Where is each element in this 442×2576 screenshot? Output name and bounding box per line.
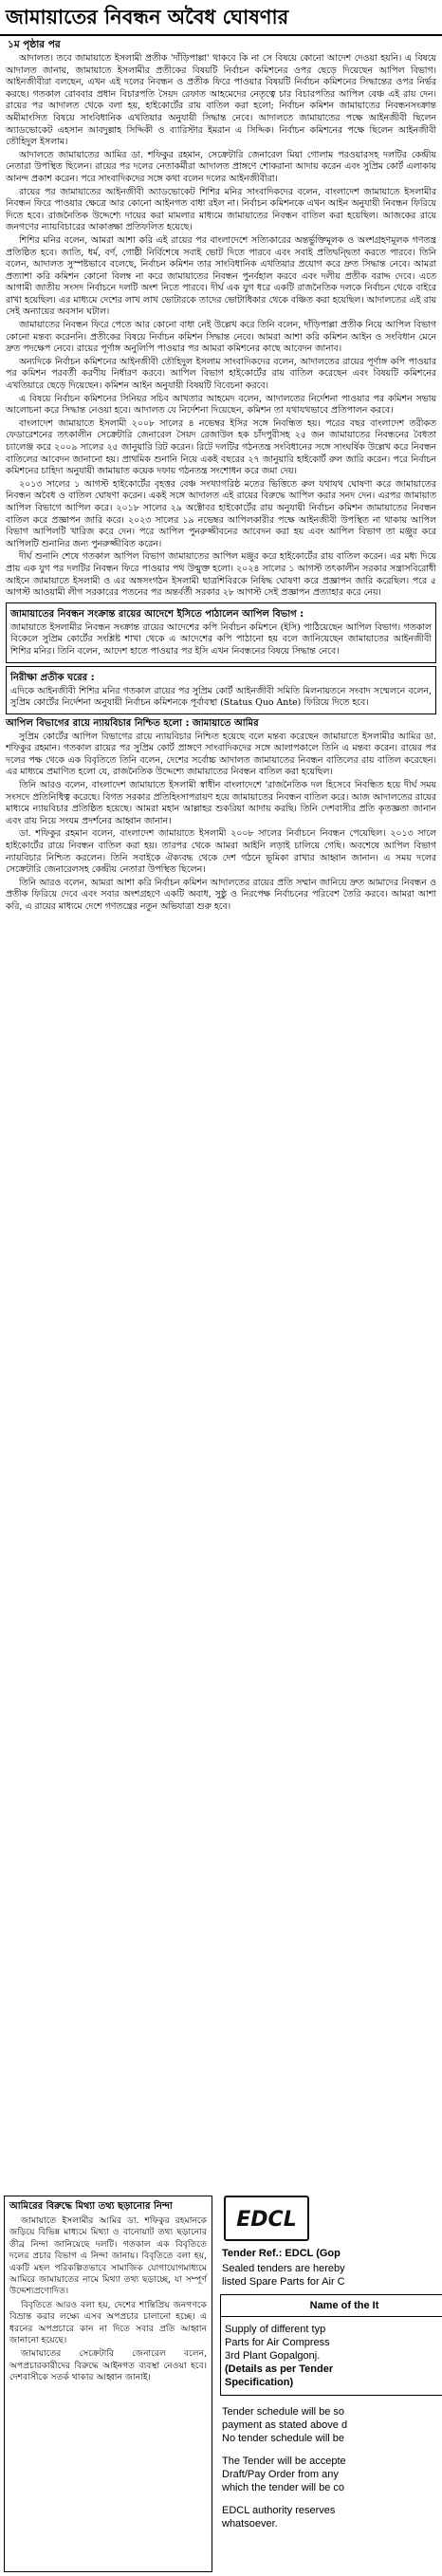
tender-item-line: 3rd Plant Gopalgonj. bbox=[225, 2350, 321, 2362]
tender-ref: Tender Ref.: EDCL (Gop bbox=[222, 2248, 341, 2259]
box-heading: নিরীক্ষা প্রতীক ঘরের : bbox=[10, 672, 95, 683]
tender-item-line: (Details as per Tender bbox=[225, 2363, 334, 2375]
tender-table-cell bbox=[221, 2317, 442, 2395]
article-paragraph: রায়ের পর জামায়াতের আইনজীবী অ্যাডভোকেট শিশির মনির সাংবাদিকদের বলেন, বাংলাদেশ জামায়াতে ইসলামীর নিবন্ধন ফিরে পাওয়ার ক্ষেত্রে আর কোনো আইনগত বাধা রইল না। নির্বাচন কমিশনকে এখন আইন অনুযায়ী নিবন্ধন ফিরিয়ে দিতে হবে। রাজনৈতিক উদ্দেশ্যে দায়ের করা মামলার মাধ্যমে জামায়াতের নিবন্ধন বাতিল করা হয়েছিল। আজকের রায়ে জনগণের ন্যায়বিচারের আকাঙ্ক্ষা প্রতিফলিত হয়েছে। bbox=[6, 186, 436, 233]
side-article-paragraph: জামায়াতে ইসলামীর আমির ডা. শফিকুর রহমানকে জড়িয়ে বিভিন্ন মাধ্যমে মিথ্যা ও বানোয়াট তথ্য ছড়ানোর তীব্র নিন্দা জানিয়েছে দলটি। গতকাল এক বিবৃতিতে দলের প্রচার বিভাগ এ নিন্দা জানায়। বিবৃতিতে বলা হয়, একটি মহল পরিকল্পিতভাবে সামাজিক যোগাযোগমাধ্যমে আমিরে জামায়াতের নামে মিথ্যা তথ্য ছড়াচ্ছে, যা সম্পূর্ণ উদ্দেশ্যপ্রণোদিত। bbox=[9, 2215, 207, 2297]
tender-term-line: No tender schedule will be bbox=[222, 2433, 345, 2444]
edcl-logo-icon bbox=[229, 2200, 304, 2236]
logo-text: EDCL bbox=[236, 2208, 297, 2232]
article-paragraph: দীর্ঘ শুনানি শেষে গতকাল আপিল বিভাগ জামায়াতের আপিল মঞ্জুর করে হাইকোর্টের রায় বাতিল করেন। এর মধ্য দিয়ে প্রায় এক যুগ পর দলটির নিবন্ধন ফিরে পাওয়ার পথ উন্মুক্ত হলো। ২০২৪ সালের ১ আগস্ট তৎকালীন সরকার সন্ত্রাসবিরোধী আইনে জামায়াতে ইসলামী ও এর অঙ্গসংগঠন ইসলামী ছাত্রশিবিরকে নিষিদ্ধ ঘোষণা করে প্রজ্ঞাপন জারি করেছিল। পরে ৫ আগস্ট আওয়ামী লীগ সরকারের পতনের পর অন্তর্বর্তী সরকার ২৮ আগস্ট সেই প্রজ্ঞাপন প্রত্যাহার করে নেয়। bbox=[6, 551, 436, 599]
side-article-paragraph: বিবৃতিতে আরও বলা হয়, দেশের শান্তিপ্রিয় জনগণকে বিভ্রান্ত করার লক্ষ্যে এসব অপপ্রচার চালানো হচ্ছে। এ ধরনের অপপ্রচারে কান না দিতে সবার প্রতি আহ্বান জানানো হয়েছে। bbox=[9, 2299, 207, 2346]
bottom-section bbox=[0, 2192, 442, 2576]
article-paragraph: অন্যদিকে নির্বাচন কমিশনের আইনজীবী তৌহিদুল ইসলাম সাংবাদিকদের বলেন, আদালতের রায়ের পূর্ণাঙ্গ কপি পাওয়ার পর কমিশন পরবর্তী করণীয় নির্ধারণ করবে। আপিল বিভাগ হাইকোর্টের রায় বাতিল করেছেন এবং বিষয়টি কমিশনের এখতিয়ারে ছেড়ে দিয়েছেন। কমিশন আইন অনুযায়ী বিষয়টি বিবেচনা করবে। bbox=[6, 356, 436, 392]
tender-term-line: whatsoever. bbox=[222, 2518, 278, 2530]
tender-term-line: The Tender will be accepte bbox=[222, 2456, 346, 2467]
tender-term-line: payment as stated above d bbox=[222, 2419, 348, 2431]
side-article-heading: আমিরের বিরুদ্ধে মিথ্যা তথ্য ছড়ানোর নিন্দা bbox=[9, 2201, 173, 2212]
tender-intro-line: listed Spare Parts for Air C bbox=[222, 2276, 345, 2288]
tender-term-line: Draft/Pay Order from any bbox=[222, 2469, 339, 2480]
article-paragraph: আদালত। তবে জামায়াতে ইসলামী প্রতীক 'দাঁড়িপাল্লা' থাকবে কি না সে বিষয়ে কোনো আদেশ দেওয়া হয়নি। এ বিষয়ে আদালত জানায়, জামায়াতে ইসলামীর প্রতীকের বিষয়টি নির্বাচন কমিশনের ওপর ছেড়ে দিয়েছেন আপিল বিভাগ। আইনজীবীরা বলছেন, এখন এই দলের নিবন্ধন ও প্রতীক ফিরে পাওয়ার বিষয়টি নির্বাচন কমিশনের সিদ্ধান্তের ওপর নির্ভর করছে। গতকাল রোববার প্রধান বিচারপতি সৈয়দ রেফাত আহমেদের নেতৃত্বে চার বিচারপতির আপিল বেঞ্চ এই রায় দেন। রায়ের পর আদালত থেকে বলা হয়, হাইকোর্টের রায় বাতিল করা হলো; নির্বাচন কমিশন জামায়াতের নিবন্ধনসংক্রান্ত অমীমাংসিত বিষয়ে সাংবিধানিক এখতিয়ার অনুযায়ী সিদ্ধান্ত নেবে। আদালতে জামায়াতের পক্ষে আইনজীবী ছিলেন অ্যাডভোকেট এহসান আবদুল্লাহ সিদ্দিকী ও ব্যারিস্টার ইমরান এ সিদ্দিক। নির্বাচন কমিশনের পক্ষে ছিলেন আইনজীবী তৌহিদুল ইসলাম। bbox=[6, 53, 436, 148]
tender-advertisement bbox=[220, 2196, 442, 2572]
article-paragraph: তিনি আরও বলেন, বাংলাদেশ জামায়াতে ইসলামী স্বাধীন বাংলাদেশে 'রাজনৈতিক দল হিসেবে নিবন্ধিত হয়ে দীর্ঘ সময় সংসদে প্রতিনিধিত্ব করেছে। বিগত সরকার প্রতিহিংসাপরায়ণ হয়ে জামায়াতের নিবন্ধন বাতিল করে। আজ আদালতের রায়ের মাধ্যমে ন্যায়বিচার প্রতিষ্ঠিত হয়েছে। আমরা মহান আল্লাহর শুকরিয়া আদায় করছি। তিনি দেশবাসীর প্রতি কৃতজ্ঞতা জানান এবং রায় নিয়ে সংযম প্রদর্শনের আহ্বান জানান। bbox=[6, 780, 436, 826]
tender-item-line: Parts for Air Compress bbox=[225, 2337, 330, 2348]
side-article-paragraph: জামায়াতের সেক্রেটারি জেনারেল বলেন, অপপ্রচারকারীদের বিরুদ্ধে আইনগত ব্যবস্থা নেওয়া হবে। দেশবাসীকে সতর্ক থাকার আহ্বান জানাই। bbox=[9, 2348, 207, 2383]
article-paragraph: শিশির মনির বলেন, আমরা আশা করি এই রায়ের পর বাংলাদেশে সত্যিকারের অন্তর্ভুক্তিমূলক ও অংশগ্রহণমূলক গণতন্ত্র প্রতিষ্ঠিত হবে। জাতি, ধর্ম, বর্ণ, গোষ্ঠী নির্বিশেষে সবাই ভোট দিতে পারবে এবং সবাই প্রতিদ্বন্দ্বিতা করতে পারবে। তিনি বলেন, আদালত সুস্পষ্টভাবে বলেছে, নির্বাচন কমিশন তার সাংবিধানিক এখতিয়ার প্রয়োগ করে দ্রুত সিদ্ধান্ত নেবে। আমরা প্রত্যাশা করি কমিশন কোনো বিলম্ব না করে জামায়াতের নিবন্ধন পুনর্বহাল করবে এবং দলীয় প্রতীক বরাদ্দ দেবে। এতে আগামী জাতীয় সংসদ নির্বাচনে দলটি অংশ নিতে পারবে। দীর্ঘ এক যুগ ধরে একটি রাজনৈতিক দলকে নির্বাচন থেকে বাইরে রাখা হয়েছিল। এর মাধ্যমে দেশের লাখ লাখ ভোটারকে তাদের ভোটাধিকার থেকে বঞ্চিত করা হয়েছিল। আদালতের এই রায় সেই অন্যায়ের অবসান ঘটাল। bbox=[6, 234, 436, 318]
article-paragraph: বাংলাদেশ জামায়াতে ইসলামী ২০০৮ সালের ৪ নভেম্বর ইসির সঙ্গে নিবন্ধিত হয়। পরের বছর বাংলাদেশ তরীকত ফেডারেশনের তৎকালীন সেক্রেটারি জেনারেল সৈয়দ রেজাউল হক চাঁদপুরীসহ ২৫ জন জামায়াতের নিবন্ধনের বৈধতা চ্যালেঞ্জ করে ২০০৯ সালের ২৫ জানুয়ারি রিট করেন। রিটে দলটির গঠনতন্ত্র সংবিধানের সঙ্গে সাংঘর্ষিক উল্লেখ করে নিবন্ধন বাতিলের আবেদন জানানো হয়। প্রাথমিক শুনানি নিয়ে একই বছরের ২৭ জানুয়ারি হাইকোর্ট রুল জারি করেন। পরে নির্বাচন কমিশনের চাহিদা অনুযায়ী জামায়াত কয়েক দফায় গঠনতন্ত্র সংশোধন করে জমা দেয়। bbox=[6, 417, 436, 477]
section-subhead: আপিল বিভাগের রায়ে ন্যায়বিচার নিশ্চিত হলো : জামায়াতে আমির bbox=[6, 717, 259, 729]
tender-table bbox=[220, 2294, 442, 2396]
article-paragraph: ২০১৩ সালের ১ আগস্ট হাইকোর্টের বৃহত্তর বেঞ্চ সংখ্যাগরিষ্ঠ মতের ভিত্তিতে রুল যথাযথ ঘোষণা করে জামায়াতের নিবন্ধন অবৈধ ও বাতিল ঘোষণা করেন। একই সঙ্গে আদালত এই রায়ের বিরুদ্ধে আপিল করার সনদ দেন। এরপর জামায়াত আপিল বিভাগে আপিল করে। ২০১৮ সালের ২৯ অক্টোবর হাইকোর্টের রায় অনুযায়ী নির্বাচন কমিশন জামায়াতের নিবন্ধন বাতিল করে প্রজ্ঞাপন জারি করে। ২০২৩ সালের ১৯ নভেম্বর আপিলকারীর পক্ষে আইনজীবী উপস্থিত না থাকায় আপিল বিভাগ আপিলটি খারিজ করে দেন। পরে আপিল পুনরুজ্জীবনের আবেদন করা হয় এবং আপিল বিভাগ তা মঞ্জুর করে আপিলটি শুনানির জন্য পুনরুজ্জীবিত করেন। bbox=[6, 478, 436, 549]
article-paragraph: জামায়াতের নিবন্ধন ফিরে পেতে আর কোনো বাধা নেই উল্লেখ করে তিনি বলেন, দাঁড়িপাল্লা প্রতীক নিয়ে আপিল বিভাগ কোনো মন্তব্য করেননি। প্রতীকের বিষয়ে নির্বাচন কমিশন সিদ্ধান্ত নেবে। আমরা আশা করি কমিশন আইন ও সংবিধান মেনে দ্রুত পদক্ষেপ নেবে। রায়ের পূর্ণাঙ্গ অনুলিপি পাওয়ার পর আমরা কমিশনের কাছে আবেদন জানাব। bbox=[6, 320, 436, 355]
tender-item-line: Specification) bbox=[225, 2377, 294, 2388]
tender-terms bbox=[220, 2405, 442, 2530]
side-article bbox=[4, 2196, 212, 2572]
article-paragraph: তিনি আরও বলেন, আমরা আশা করি নির্বাচন কমিশন আদালতের রায়ের প্রতি সম্মান জানিয়ে দ্রুত আমাদের নিবন্ধন ও প্রতীক ফিরিয়ে দেবে এবং সবার অংশগ্রহণে একটি অবাধ, সুষ্ঠু ও নিরপেক্ষ নির্বাচনের পরিবেশ তৈরি করবে। আমরা আশা করি, এ রায়ের মাধ্যমে দেশে গণতন্ত্রের নতুন অভিযাত্রা শুরু হবে। bbox=[6, 877, 436, 912]
article-paragraph: এ বিষয়ে নির্বাচন কমিশনের সিনিয়র সচিব আখতার আহমেদ বলেন, আদালতের নির্দেশনা পাওয়ার পর কমিশন সভায় আলোচনা করে সিদ্ধান্ত নেওয়া হবে। আদালত যে নির্দেশনা দিয়েছেন, কমিশন তা যথাযথভাবে প্রতিপালন করবে। bbox=[6, 393, 436, 417]
box-text: এদিকে আইনজীবী শিশির মনির গতকাল রায়ের পর সুপ্রিম কোর্ট আইনজীবী সমিতি মিলনায়তনে সংবাদ সম্মেলনে বলেন, সুপ্রিম কোর্টের নির্দেশনা অনুযায়ী নির্বাচন কমিশনকে পূর্বাবস্থা (Status Quo Ante) ফিরিয়ে দিতে হবে। bbox=[10, 685, 432, 709]
continued-from-label: ১ম পৃষ্ঠার পর bbox=[8, 39, 61, 50]
main-article bbox=[0, 53, 442, 914]
box-heading: জামায়াতের নিবন্ধন সংক্রান্ত রায়ের আদেশে ইসিতে পাঠালেন আপিল বিভাগ : bbox=[10, 608, 304, 620]
edcl-logo bbox=[224, 2196, 309, 2241]
article-paragraph: আদালতে জামায়াতের আমির ডা. শফিকুর রহমান, সেক্রেটারি জেনারেল মিয়া গোলাম পরওয়ারসহ দলটির কেন্দ্রীয় নেতারা উপস্থিত ছিলেন। রায়ের পর দলের নেতাকর্মীরা আদালত প্রাঙ্গণে শোকরানা আদায় করেন এবং সুপ্রিম কোর্ট এলাকায় আনন্দ প্রকাশ করেন। পরে সাংবাদিকদের সঙ্গে কথা বলেন দলের আইনজীবীরা। bbox=[6, 149, 436, 184]
tender-term-line: EDCL authority reserves bbox=[222, 2505, 336, 2516]
article-paragraph: ডা. শফিকুর রহমান বলেন, বাংলাদেশ জামায়াতে ইসলামী ২০০৮ সালের নির্বাচনে নিবন্ধন পেয়েছিল। ২০১৩ সালে হাইকোর্টের রায়ে নিবন্ধন বাতিল করা হয়। তারপর থেকে আমরা আইনি লড়াই চালিয়ে গেছি। অবশেষে আপিল বিভাগ ন্যায়বিচার নিশ্চিত করলেন। তিনি সবাইকে ঐক্যবদ্ধ থেকে দেশ গঠনে ভূমিকা রাখার আহ্বান জানান। এ সময় দলের সেক্রেটারি জেনারেলসহ কেন্দ্রীয় নেতারা উপস্থিত ছিলেন। bbox=[6, 828, 436, 876]
article-paragraph: সুপ্রিম কোর্টের আপিল বিভাগের রায়ে ন্যায়বিচার নিশ্চিত হয়েছে বলে মন্তব্য করেছেন জামায়াতে ইসলামীর আমির ডা. শফিকুর রহমান। গতকাল রায়ের পর সুপ্রিম কোর্ট প্রাঙ্গণে সাংবাদিকদের সঙ্গে আলাপকালে তিনি এ মন্তব্য করেন। রায়ের পর দলের পক্ষ থেকে এক বিবৃতিতে তিনি বলেন, দেশের সর্বোচ্চ আদালত জামায়াতের নিবন্ধন বাতিলের রায় বাতিল করেছেন। এর মাধ্যমে প্রমাণিত হলো যে, রাজনৈতিক উদ্দেশ্যে জামায়াতের নিবন্ধন বাতিল করা হয়েছিল। bbox=[6, 731, 436, 778]
box-text: জামায়াতে ইসলামীর নিবন্ধন সংক্রান্ত রায়ের আদেশের কপি নির্বাচন কমিশনে (ইসি) পাঠিয়েছেন আপিল বিভাগ। গতকাল বিকেলে সুপ্রিম কোর্টের সংশ্লিষ্ট শাখা থেকে এ আদেশের কপি পাঠানো হয় বলে জানিয়েছেন জামায়াতের আইনজীবী শিশির মনির। তিনি বলেন, আদেশ হাতে পাওয়ার পর ইসি এখন নিবন্ধনের বিষয়ে সিদ্ধান্ত নেবে। bbox=[10, 621, 432, 657]
tender-term-line: Tender schedule will be so bbox=[222, 2406, 345, 2418]
tender-table-header: Name of the It bbox=[221, 2295, 442, 2317]
tender-item-line: Supply of different typ bbox=[225, 2324, 326, 2335]
tender-term-line: which the tender will be co bbox=[222, 2482, 345, 2493]
status-quo-box bbox=[6, 666, 436, 714]
ec-order-box bbox=[6, 602, 436, 663]
tender-intro-line: Sealed tenders are hereby bbox=[222, 2263, 345, 2274]
headline: জামায়াতের নিবন্ধন অবৈধ ঘোষণার bbox=[0, 0, 442, 36]
